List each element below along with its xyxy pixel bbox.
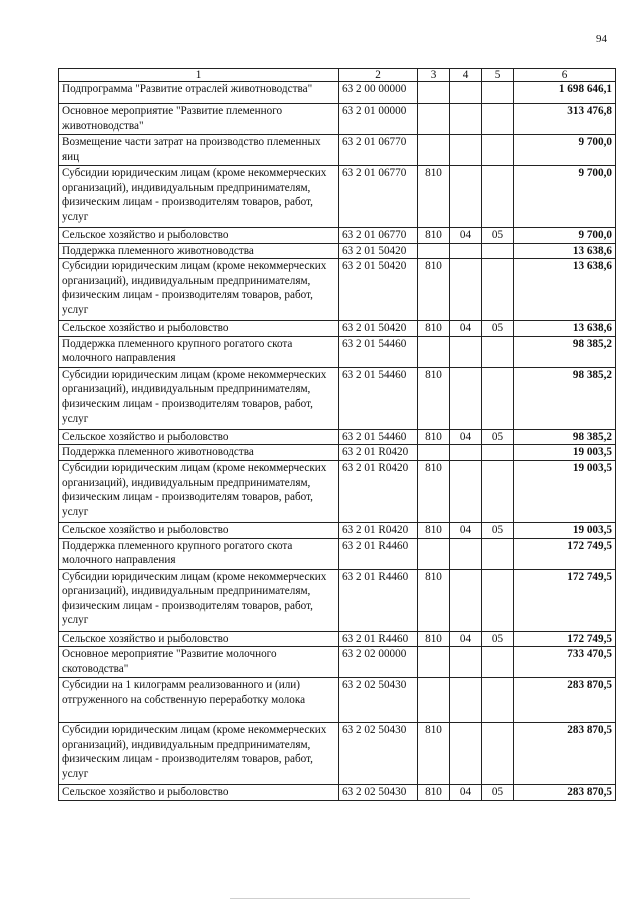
page-number: 94 — [596, 33, 607, 45]
table-row — [59, 785, 616, 801]
row-subsection-cell — [482, 460, 514, 522]
row-section-cell — [450, 538, 482, 569]
row-expense-type-cell — [418, 135, 450, 166]
row-code-cell: 63 2 01 R4460 — [339, 631, 418, 647]
row-name-cell: Субсидии юридическим лицам (кроме некоммерческих организаций), индивидуальным предпринимателям, физическим лицам - производителям товаров, работ, услуг — [59, 367, 339, 429]
row-subsection-cell — [482, 647, 514, 678]
column-header: 3 — [418, 69, 450, 82]
row-code-cell: 63 2 00 00000 — [339, 82, 418, 104]
row-code-cell: 63 2 01 50420 — [339, 259, 418, 321]
table-row — [59, 678, 616, 723]
row-subsection-cell — [482, 243, 514, 259]
row-section-cell — [450, 336, 482, 367]
row-code-cell: 63 2 01 50420 — [339, 321, 418, 337]
row-subsection-cell — [482, 538, 514, 569]
row-name-cell: Возмещение части затрат на производство племенных яиц — [59, 135, 339, 166]
table-row — [59, 321, 616, 337]
row-name-cell: Субсидии юридическим лицам (кроме некоммерческих организаций), индивидуальным предпринимателям, физическим лицам - производителям товаров, работ, услуг — [59, 460, 339, 522]
table-row — [59, 538, 616, 569]
row-expense-type-cell — [418, 647, 450, 678]
row-name-cell: Сельское хозяйство и рыболовство — [59, 522, 339, 538]
row-amount-cell: 283 870,5 — [514, 723, 616, 785]
row-expense-type-cell: 810 — [418, 631, 450, 647]
row-amount-cell: 172 749,5 — [514, 631, 616, 647]
table-header-row — [59, 69, 616, 82]
row-section-cell: 04 — [450, 522, 482, 538]
row-code-cell: 63 2 02 50430 — [339, 785, 418, 801]
table-row — [59, 367, 616, 429]
row-section-cell: 04 — [450, 228, 482, 244]
row-expense-type-cell — [418, 243, 450, 259]
row-code-cell: 63 2 01 06770 — [339, 166, 418, 228]
row-expense-type-cell: 810 — [418, 166, 450, 228]
row-code-cell: 63 2 01 R0420 — [339, 460, 418, 522]
row-section-cell: 04 — [450, 321, 482, 337]
column-header: 4 — [450, 69, 482, 82]
row-code-cell: 63 2 01 54460 — [339, 336, 418, 367]
row-name-cell: Субсидии юридическим лицам (кроме некоммерческих организаций), индивидуальным предпринимателям, физическим лицам - производителям товаров, работ, услуг — [59, 569, 339, 631]
row-name-cell: Сельское хозяйство и рыболовство — [59, 429, 339, 445]
table-row — [59, 631, 616, 647]
table-row — [59, 429, 616, 445]
row-name-cell: Сельское хозяйство и рыболовство — [59, 631, 339, 647]
row-expense-type-cell: 810 — [418, 460, 450, 522]
row-expense-type-cell: 810 — [418, 367, 450, 429]
row-subsection-cell — [482, 82, 514, 104]
table-row — [59, 445, 616, 461]
row-code-cell: 63 2 01 R0420 — [339, 445, 418, 461]
row-name-cell: Субсидии на 1 килограмм реализованного и (или) отгруженного на собственную переработку молока — [59, 678, 339, 723]
row-amount-cell: 172 749,5 — [514, 569, 616, 631]
row-section-cell — [450, 460, 482, 522]
row-code-cell: 63 2 02 50430 — [339, 723, 418, 785]
column-header: 6 — [514, 69, 616, 82]
row-amount-cell: 98 385,2 — [514, 336, 616, 367]
table-row — [59, 82, 616, 104]
row-code-cell: 63 2 01 R4460 — [339, 538, 418, 569]
row-section-cell — [450, 166, 482, 228]
row-section-cell — [450, 678, 482, 723]
row-subsection-cell — [482, 104, 514, 135]
row-amount-cell: 1 698 646,1 — [514, 82, 616, 104]
column-header: 2 — [339, 69, 418, 82]
column-header: 5 — [482, 69, 514, 82]
row-expense-type-cell: 810 — [418, 723, 450, 785]
row-name-cell: Поддержка племенного крупного рогатого скота молочного направления — [59, 538, 339, 569]
row-subsection-cell — [482, 259, 514, 321]
column-header: 1 — [59, 69, 339, 82]
row-amount-cell: 19 003,5 — [514, 460, 616, 522]
row-code-cell: 63 2 02 00000 — [339, 647, 418, 678]
table-row — [59, 723, 616, 785]
row-section-cell — [450, 647, 482, 678]
row-name-cell: Поддержка племенного животноводства — [59, 243, 339, 259]
row-code-cell: 63 2 01 50420 — [339, 243, 418, 259]
row-subsection-cell: 05 — [482, 522, 514, 538]
budget-table — [58, 68, 616, 801]
row-expense-type-cell: 810 — [418, 321, 450, 337]
row-expense-type-cell: 810 — [418, 785, 450, 801]
row-section-cell — [450, 259, 482, 321]
row-name-cell: Субсидии юридическим лицам (кроме некоммерческих организаций), индивидуальным предпринимателям, физическим лицам - производителям товаров, работ, услуг — [59, 166, 339, 228]
row-expense-type-cell — [418, 82, 450, 104]
row-name-cell: Сельское хозяйство и рыболовство — [59, 785, 339, 801]
row-amount-cell: 98 385,2 — [514, 429, 616, 445]
table-row — [59, 336, 616, 367]
row-subsection-cell: 05 — [482, 429, 514, 445]
row-amount-cell: 313 476,8 — [514, 104, 616, 135]
row-section-cell — [450, 104, 482, 135]
row-subsection-cell — [482, 336, 514, 367]
row-section-cell — [450, 723, 482, 785]
table-row — [59, 228, 616, 244]
row-subsection-cell: 05 — [482, 631, 514, 647]
table-row — [59, 135, 616, 166]
row-subsection-cell — [482, 135, 514, 166]
row-section-cell — [450, 82, 482, 104]
row-code-cell: 63 2 01 54460 — [339, 367, 418, 429]
row-subsection-cell — [482, 445, 514, 461]
table-body — [59, 69, 616, 801]
table-row — [59, 243, 616, 259]
table-row — [59, 460, 616, 522]
row-amount-cell: 13 638,6 — [514, 243, 616, 259]
row-expense-type-cell: 810 — [418, 522, 450, 538]
row-code-cell: 63 2 01 00000 — [339, 104, 418, 135]
row-section-cell — [450, 569, 482, 631]
row-section-cell — [450, 367, 482, 429]
row-code-cell: 63 2 01 R4460 — [339, 569, 418, 631]
row-name-cell: Субсидии юридическим лицам (кроме некоммерческих организаций), индивидуальным предпринимателям, физическим лицам - производителям товаров, работ, услуг — [59, 723, 339, 785]
row-section-cell: 04 — [450, 429, 482, 445]
row-name-cell: Поддержка племенного животноводства — [59, 445, 339, 461]
row-subsection-cell — [482, 367, 514, 429]
row-expense-type-cell: 810 — [418, 228, 450, 244]
row-amount-cell: 98 385,2 — [514, 367, 616, 429]
row-name-cell: Сельское хозяйство и рыболовство — [59, 321, 339, 337]
row-section-cell — [450, 243, 482, 259]
row-expense-type-cell — [418, 336, 450, 367]
row-subsection-cell — [482, 678, 514, 723]
row-expense-type-cell: 810 — [418, 259, 450, 321]
row-code-cell: 63 2 01 06770 — [339, 135, 418, 166]
row-subsection-cell: 05 — [482, 321, 514, 337]
row-subsection-cell: 05 — [482, 785, 514, 801]
row-expense-type-cell — [418, 104, 450, 135]
row-name-cell: Субсидии юридическим лицам (кроме некоммерческих организаций), индивидуальным предпринимателям, физическим лицам - производителям товаров, работ, услуг — [59, 259, 339, 321]
row-section-cell — [450, 135, 482, 166]
row-name-cell: Поддержка племенного крупного рогатого скота молочного направления — [59, 336, 339, 367]
row-amount-cell: 9 700,0 — [514, 228, 616, 244]
row-code-cell: 63 2 01 06770 — [339, 228, 418, 244]
row-expense-type-cell — [418, 445, 450, 461]
table-row — [59, 647, 616, 678]
row-code-cell: 63 2 01 R0420 — [339, 522, 418, 538]
row-amount-cell: 19 003,5 — [514, 522, 616, 538]
row-subsection-cell — [482, 723, 514, 785]
row-code-cell: 63 2 01 54460 — [339, 429, 418, 445]
row-amount-cell: 13 638,6 — [514, 259, 616, 321]
footer-rule — [230, 898, 470, 899]
row-amount-cell: 9 700,0 — [514, 135, 616, 166]
row-amount-cell: 283 870,5 — [514, 678, 616, 723]
table-row — [59, 166, 616, 228]
row-name-cell: Основное мероприятие "Развитие племенного животноводства" — [59, 104, 339, 135]
table-row — [59, 522, 616, 538]
row-amount-cell: 283 870,5 — [514, 785, 616, 801]
table-row — [59, 104, 616, 135]
row-expense-type-cell: 810 — [418, 569, 450, 631]
row-amount-cell: 9 700,0 — [514, 166, 616, 228]
row-amount-cell: 19 003,5 — [514, 445, 616, 461]
row-subsection-cell: 05 — [482, 228, 514, 244]
row-expense-type-cell — [418, 538, 450, 569]
row-amount-cell: 172 749,5 — [514, 538, 616, 569]
row-name-cell: Подпрограмма "Развитие отраслей животноводства" — [59, 82, 339, 104]
row-name-cell: Основное мероприятие "Развитие молочного скотоводства" — [59, 647, 339, 678]
row-subsection-cell — [482, 166, 514, 228]
row-name-cell: Сельское хозяйство и рыболовство — [59, 228, 339, 244]
row-expense-type-cell — [418, 678, 450, 723]
row-amount-cell: 13 638,6 — [514, 321, 616, 337]
row-section-cell — [450, 445, 482, 461]
row-subsection-cell — [482, 569, 514, 631]
row-section-cell: 04 — [450, 631, 482, 647]
table-row — [59, 569, 616, 631]
row-expense-type-cell: 810 — [418, 429, 450, 445]
row-code-cell: 63 2 02 50430 — [339, 678, 418, 723]
row-section-cell: 04 — [450, 785, 482, 801]
table-row — [59, 259, 616, 321]
row-amount-cell: 733 470,5 — [514, 647, 616, 678]
